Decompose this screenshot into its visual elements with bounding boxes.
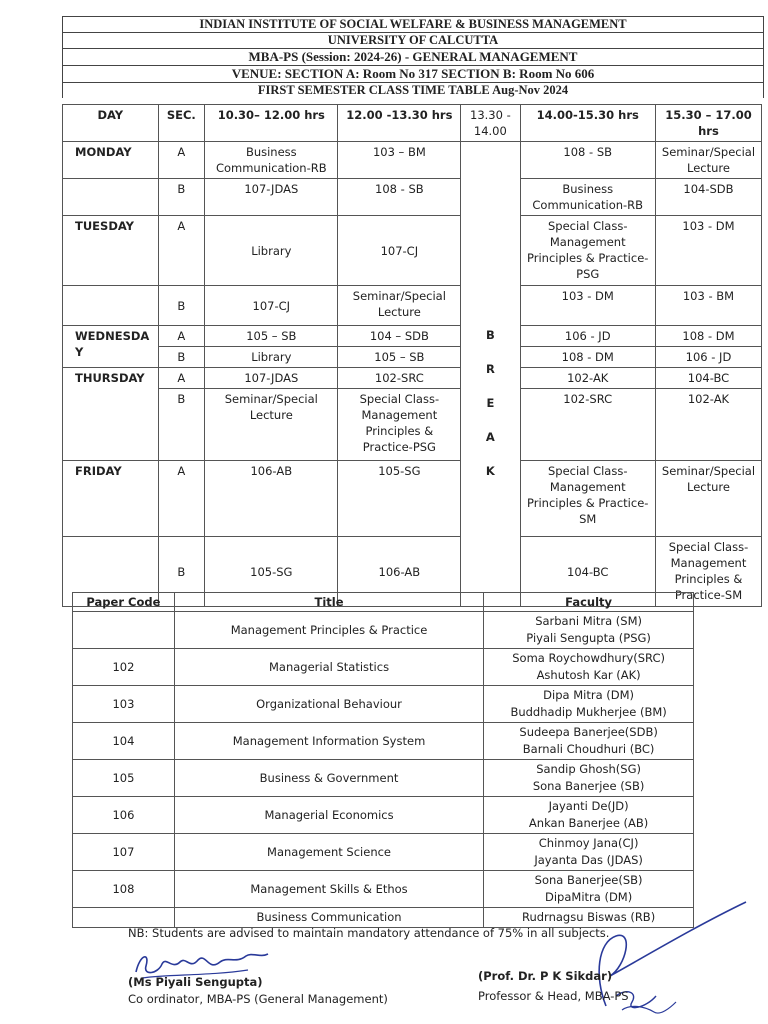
venue-line: VENUE: SECTION A: Room No 317 SECTION B: Room No 606 bbox=[63, 66, 763, 83]
slot-cell: 108 - SB bbox=[520, 142, 655, 179]
slot-cell: 103 - DM bbox=[520, 286, 655, 326]
university-name: UNIVERSITY OF CALCUTTA bbox=[63, 33, 763, 49]
slot-cell: 107-JDAS bbox=[205, 368, 338, 389]
slot-cell: Special Class- Management Principles & Practice-SM bbox=[655, 537, 761, 607]
slot-cell: 103 – BM bbox=[338, 142, 461, 179]
paper-code: 108 bbox=[73, 871, 175, 908]
faculty-name: Barnali Choudhuri (BC) bbox=[522, 742, 655, 756]
sec-cell: B bbox=[158, 347, 205, 368]
slot-cell: 105 – SB bbox=[338, 347, 461, 368]
paper-code: 107 bbox=[73, 834, 175, 871]
timetable-title: FIRST SEMESTER CLASS TIME TABLE Aug-Nov 2024 bbox=[257, 83, 569, 97]
coordinator-role: Co ordinator, MBA-PS (General Management) bbox=[128, 992, 388, 1006]
slot-cell: 104-BC bbox=[655, 368, 761, 389]
break-letter: A bbox=[485, 430, 495, 444]
paper-title: Business Communication bbox=[174, 908, 483, 928]
paper-code: 102 bbox=[73, 649, 175, 686]
header-faculty: Faculty bbox=[484, 593, 694, 612]
slot-cell: 102-AK bbox=[655, 389, 761, 461]
day-cell: WEDNESDA Y bbox=[63, 326, 159, 368]
break-letter: R bbox=[485, 362, 495, 376]
paper-code: 103 bbox=[73, 686, 175, 723]
paper-title: Management Skills & Ethos bbox=[174, 871, 483, 908]
head-signatory bbox=[478, 966, 629, 1006]
slot-cell: Seminar/Special Lecture bbox=[338, 286, 461, 326]
header-slot-4: 15.30 – 17.00 hrs bbox=[655, 105, 761, 142]
break-letter: E bbox=[486, 396, 495, 410]
sec-cell: A bbox=[158, 326, 205, 347]
table-row bbox=[63, 142, 762, 179]
slot-cell: 102-AK bbox=[520, 368, 655, 389]
paper-code: 106 bbox=[73, 797, 175, 834]
sec-cell: B bbox=[158, 537, 205, 607]
slot-cell: 106-AB bbox=[338, 537, 461, 607]
paper-code: 105 bbox=[73, 760, 175, 797]
faculty-name: Jayanti De(JD) bbox=[548, 799, 629, 813]
head-name: (Prof. Dr. P K Sikdar) bbox=[478, 969, 613, 983]
paper-faculty bbox=[484, 686, 694, 723]
faculty-name: Rudrnagsu Biswas (RB) bbox=[522, 910, 656, 924]
break-column bbox=[461, 142, 520, 607]
slot-cell: Seminar/Special Lecture bbox=[655, 142, 761, 179]
day-cell bbox=[63, 179, 159, 216]
header-sec: SEC. bbox=[158, 105, 205, 142]
faculty-name: Sudeepa Banerjee(SDB) bbox=[519, 725, 658, 739]
break-letter: B bbox=[485, 328, 495, 342]
faculty-name: Soma Roychowdhury(SRC) bbox=[512, 651, 665, 665]
slot-cell: Special Class- Management Principles & Practice-PSG bbox=[338, 389, 461, 461]
slot-cell: Special Class- Management Principles & Practice- SM bbox=[520, 461, 655, 537]
slot-cell: 105 – SB bbox=[205, 326, 338, 347]
header-slot-3: 14.00-15.30 hrs bbox=[520, 105, 655, 142]
timetable-header-row bbox=[63, 105, 762, 142]
head-role: Professor & Head, MBA-PS bbox=[478, 989, 629, 1003]
slot-cell: Library bbox=[205, 216, 338, 286]
header-day: DAY bbox=[63, 105, 159, 142]
paper-title: Management Science bbox=[174, 834, 483, 871]
paper-title: Organizational Behaviour bbox=[174, 686, 483, 723]
day-cell bbox=[63, 286, 159, 326]
class-timetable bbox=[62, 104, 762, 607]
faculty-name: Buddhadip Mukherjee (BM) bbox=[510, 705, 667, 719]
day-cell: MONDAY bbox=[63, 142, 159, 179]
slot-cell: 108 - SB bbox=[338, 179, 461, 216]
sec-cell: A bbox=[158, 368, 205, 389]
slot-cell: 105-SG bbox=[338, 461, 461, 537]
paper-row bbox=[73, 760, 694, 797]
faculty-name: Jayanta Das (JDAS) bbox=[534, 853, 643, 867]
paper-faculty bbox=[484, 834, 694, 871]
break-letter: K bbox=[485, 464, 495, 478]
paper-title: Managerial Economics bbox=[174, 797, 483, 834]
slot-cell: 102-SRC bbox=[520, 389, 655, 461]
paper-faculty bbox=[484, 612, 694, 649]
paper-row bbox=[73, 649, 694, 686]
paper-title: Management Principles & Practice bbox=[174, 612, 483, 649]
faculty-name: Sarbani Mitra (SM) bbox=[535, 614, 643, 628]
slot-cell: 105-SG bbox=[205, 537, 338, 607]
faculty-name: Sona Banerjee (SB) bbox=[532, 779, 645, 793]
header-break: 13.30 - 14.00 bbox=[461, 105, 520, 142]
paper-faculty bbox=[484, 797, 694, 834]
paper-code bbox=[73, 908, 175, 928]
paper-header-row bbox=[73, 593, 694, 612]
sec-cell: A bbox=[158, 461, 205, 537]
table-row bbox=[63, 461, 762, 537]
faculty-name: Sandip Ghosh(SG) bbox=[536, 762, 641, 776]
programme-title: MBA-PS (Session: 2024-26) - GENERAL MANAGEMENT bbox=[63, 49, 763, 66]
paper-row bbox=[73, 797, 694, 834]
slot-cell: 107-JDAS bbox=[205, 179, 338, 216]
attendance-note: NB: Students are advised to maintain mandatory attendance of 75% in all subjects. bbox=[128, 926, 610, 940]
day-cell: THURSDAY bbox=[63, 368, 159, 461]
slot-cell: 102-SRC bbox=[338, 368, 461, 389]
paper-title: Managerial Statistics bbox=[174, 649, 483, 686]
institute-name: INDIAN INSTITUTE OF SOCIAL WELFARE & BUSINESS MANAGEMENT bbox=[63, 17, 763, 33]
table-row bbox=[63, 368, 762, 389]
paper-title: Business & Government bbox=[174, 760, 483, 797]
coordinator-name: (Ms Piyali Sengupta) bbox=[128, 975, 263, 989]
day-cell: TUESDAY bbox=[63, 216, 159, 286]
slot-cell: 107-CJ bbox=[205, 286, 338, 326]
slot-cell: Library bbox=[205, 347, 338, 368]
slot-cell: 104 – SDB bbox=[338, 326, 461, 347]
slot-cell: 104-BC bbox=[520, 537, 655, 607]
paper-faculty bbox=[484, 649, 694, 686]
day-cell: FRIDAY bbox=[63, 461, 159, 537]
table-row bbox=[63, 216, 762, 286]
paper-row bbox=[73, 834, 694, 871]
paper-code: 104 bbox=[73, 723, 175, 760]
paper-row bbox=[73, 612, 694, 649]
sec-cell: A bbox=[158, 216, 205, 286]
faculty-name: Ankan Banerjee (AB) bbox=[528, 816, 649, 830]
faculty-name: Ashutosh Kar (AK) bbox=[536, 668, 641, 682]
slot-cell: 108 - DM bbox=[520, 347, 655, 368]
faculty-name: Dipa Mitra (DM) bbox=[543, 688, 635, 702]
slot-cell: 107-CJ bbox=[338, 216, 461, 286]
table-row bbox=[63, 326, 762, 347]
sec-cell: A bbox=[158, 142, 205, 179]
slot-cell: 103 - DM bbox=[655, 216, 761, 286]
faculty-name: DipaMitra (DM) bbox=[545, 890, 633, 904]
paper-row bbox=[73, 686, 694, 723]
slot-cell: Business Communication-RB bbox=[205, 142, 338, 179]
header-slot-1: 10.30– 12.00 hrs bbox=[205, 105, 338, 142]
header-slot-2: 12.00 -13.30 hrs bbox=[338, 105, 461, 142]
slot-cell: 108 - DM bbox=[655, 326, 761, 347]
paper-faculty bbox=[484, 723, 694, 760]
slot-cell: Seminar/Special Lecture bbox=[655, 461, 761, 537]
header-paper-code: Paper Code bbox=[73, 593, 175, 612]
table-row bbox=[63, 389, 762, 461]
table-row bbox=[63, 179, 762, 216]
sec-cell: B bbox=[158, 179, 205, 216]
paper-title: Management Information System bbox=[174, 723, 483, 760]
slot-cell: Business Communication-RB bbox=[520, 179, 655, 216]
slot-cell: 104-SDB bbox=[655, 179, 761, 216]
slot-cell: 103 - BM bbox=[655, 286, 761, 326]
faculty-name: Sona Banerjee(SB) bbox=[534, 873, 643, 887]
header-title: Title bbox=[174, 593, 483, 612]
slot-cell: 106-AB bbox=[205, 461, 338, 537]
coordinator-signatory bbox=[128, 974, 388, 1008]
paper-faculty bbox=[484, 760, 694, 797]
paper-code bbox=[73, 612, 175, 649]
table-row bbox=[63, 347, 762, 368]
faculty-name: Piyali Sengupta (PSG) bbox=[526, 631, 651, 645]
sec-cell: B bbox=[158, 389, 205, 461]
slot-cell: Special Class- Management Principles & Practice- PSG bbox=[520, 216, 655, 286]
paper-faculty-table bbox=[72, 592, 694, 928]
slot-cell: Seminar/Special Lecture bbox=[205, 389, 338, 461]
table-row bbox=[63, 286, 762, 326]
slot-cell: 106 - JD bbox=[520, 326, 655, 347]
slot-cell: 106 - JD bbox=[655, 347, 761, 368]
document-header bbox=[62, 16, 764, 98]
sec-cell: B bbox=[158, 286, 205, 326]
paper-row bbox=[73, 723, 694, 760]
faculty-name: Chinmoy Jana(CJ) bbox=[538, 836, 639, 850]
